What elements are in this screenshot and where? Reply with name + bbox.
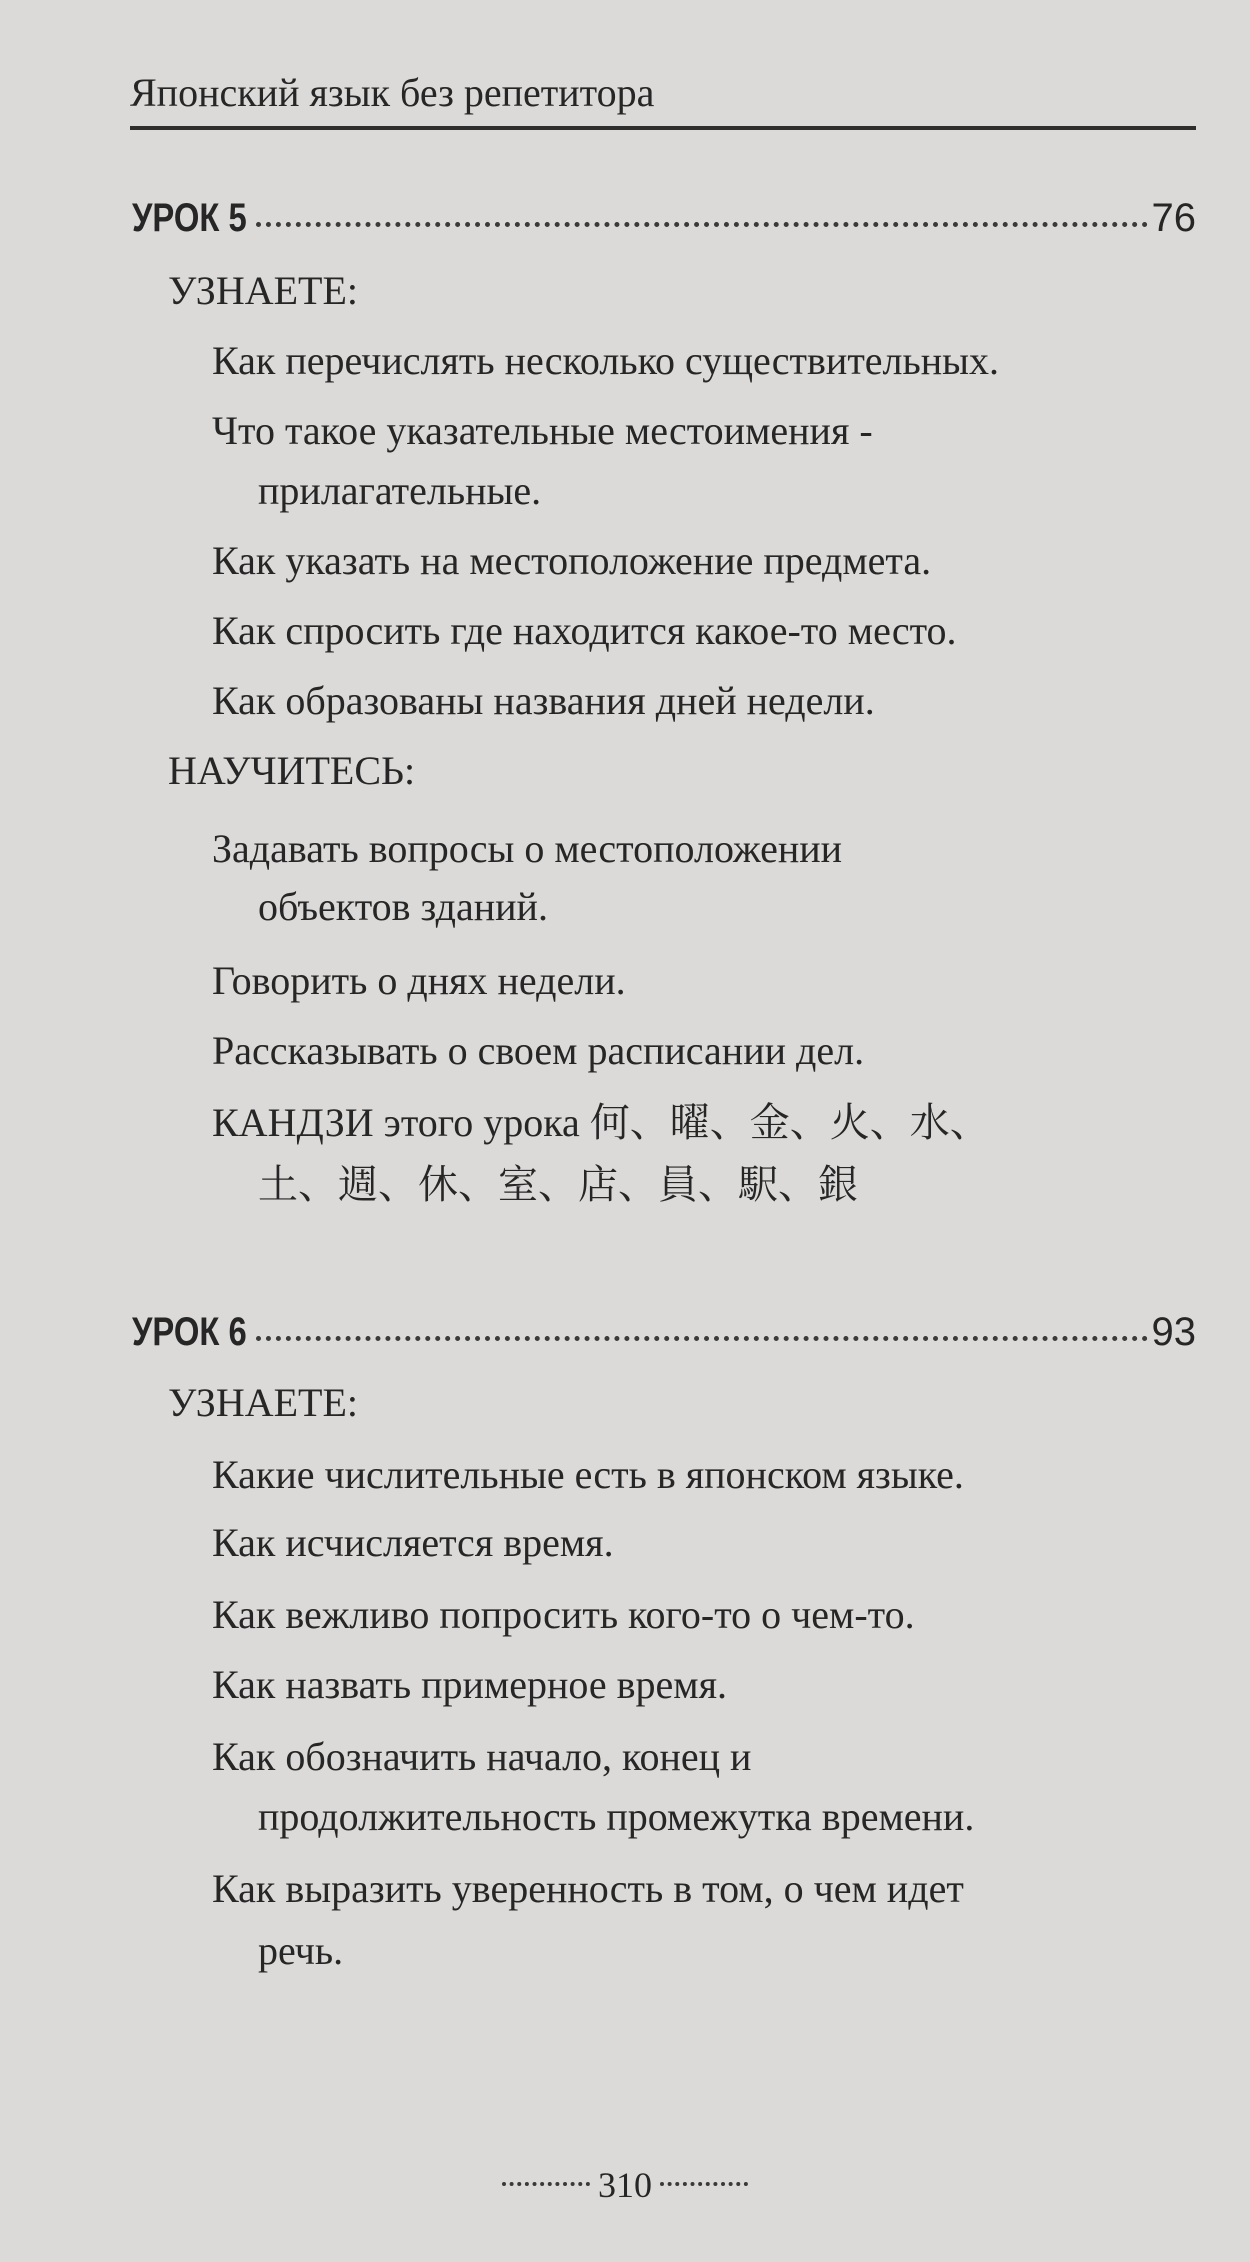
list-item: Как назвать примерное время.: [212, 1662, 727, 1707]
list-item: Как вежливо попросить кого-то о чем-то.: [212, 1592, 915, 1637]
page-footer: [0, 2160, 1250, 2210]
lesson-title: УРОК 6: [132, 1310, 247, 1354]
list-item: Как обозначить начало, конец и: [212, 1734, 752, 1779]
list-item: Как указать на местоположение предмета.: [212, 538, 932, 583]
list-item: Говорить о днях недели.: [212, 958, 626, 1003]
list-item: Какие числительные есть в японском языке.: [212, 1452, 964, 1497]
footer-dots-right: [660, 2172, 748, 2186]
kanji-list: КАНДЗИ этого урока 何、曜、金、火、水、: [212, 1100, 990, 1145]
kanji-list-continuation: 土、週、休、室、店、員、駅、銀: [258, 1162, 858, 1207]
dot-leader: [256, 202, 1148, 227]
list-item: Как спросить где находится какое-то место.: [212, 608, 957, 653]
list-item: Как выразить уверенность в том, о чем идет: [212, 1866, 964, 1911]
running-header-title: Японский язык без репетитора: [130, 70, 655, 115]
lesson-title: УРОК 5: [132, 196, 247, 240]
list-item: Как образованы названия дней недели.: [212, 678, 875, 723]
section-label-master: НАУЧИТЕСЬ:: [168, 748, 416, 793]
list-item-continuation: прилагательные.: [258, 468, 542, 513]
header-rule: [130, 126, 1196, 130]
list-item: Задавать вопросы о местоположении: [212, 826, 843, 871]
list-item: Рассказывать о своем расписании дел.: [212, 1028, 865, 1073]
toc-entry-lesson-6: [132, 1302, 1196, 1362]
dot-leader: [256, 1316, 1148, 1341]
section-label-learn: УЗНАЕТЕ:: [168, 1380, 359, 1425]
footer-dots-left: [502, 2172, 590, 2186]
list-item-continuation: объектов зданий.: [258, 884, 548, 929]
page-number: 310: [598, 2165, 652, 2205]
lesson-page-number: 93: [1151, 1310, 1196, 1354]
list-item: Как перечислять несколько существительных.: [212, 338, 1000, 383]
list-item: Что такое указательные местоимения -: [212, 408, 873, 453]
toc-entry-lesson-5: [132, 188, 1196, 248]
list-item-continuation: речь.: [258, 1928, 344, 1973]
lesson-page-number: 76: [1151, 196, 1196, 240]
list-item: Как исчисляется время.: [212, 1520, 614, 1565]
section-label-learn: УЗНАЕТЕ:: [168, 268, 359, 313]
list-item-continuation: продолжительность промежутка времени.: [258, 1794, 975, 1839]
